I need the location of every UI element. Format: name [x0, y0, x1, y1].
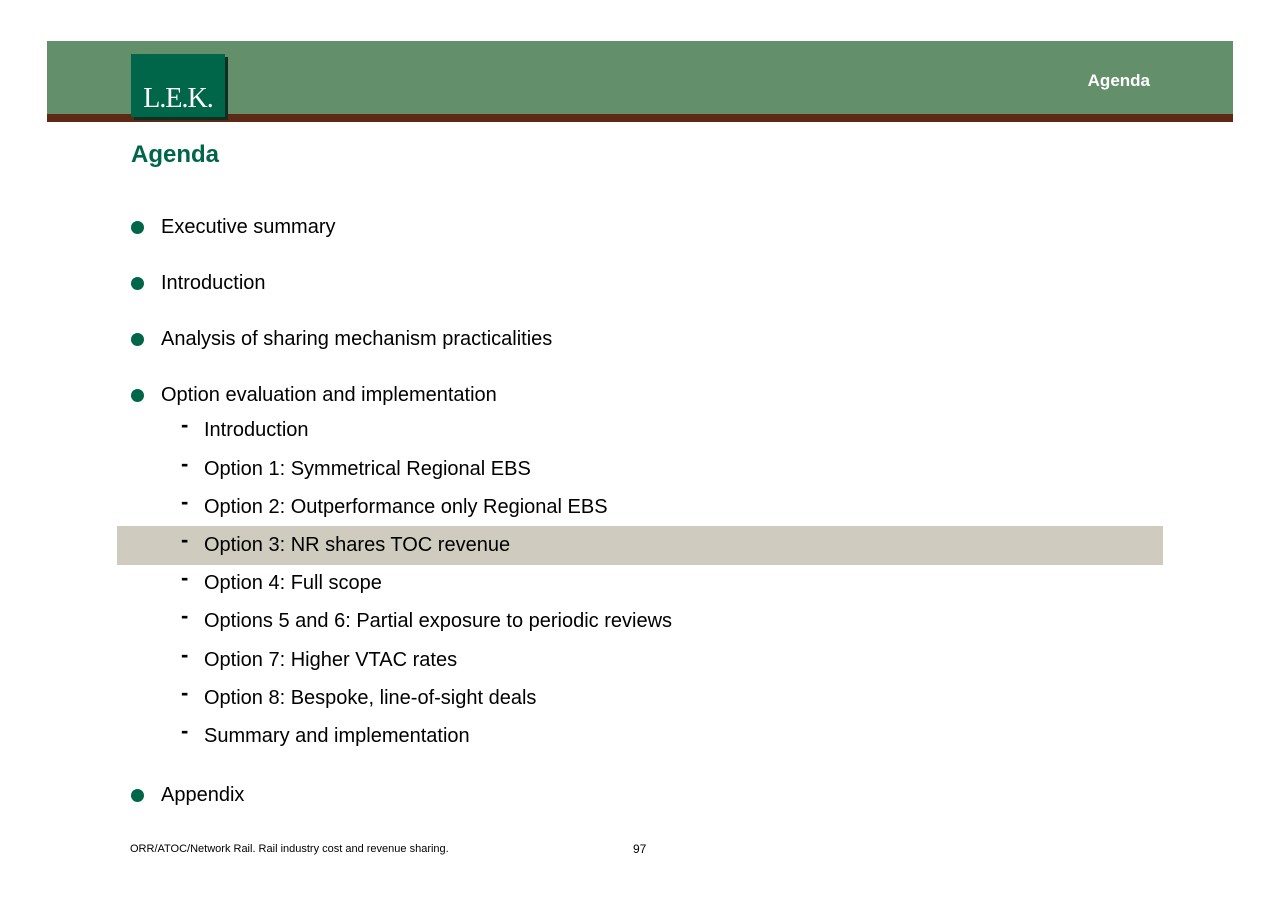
- header-section-label: Agenda: [1087, 71, 1150, 90]
- agenda-subitem-label: Option 1: Symmetrical Regional EBS: [204, 458, 531, 480]
- agenda-item-label: Analysis of sharing mechanism practicalities: [161, 328, 553, 350]
- dash-icon: -: [181, 451, 189, 476]
- footer-note: ORR/ATOC/Network Rail. Rail industry cost and revenue sharing.: [130, 843, 449, 855]
- agenda-item-label: Option evaluation and implementation: [161, 384, 497, 406]
- agenda-item-label: Executive summary: [161, 216, 336, 238]
- agenda-subitem-label: Introduction: [204, 419, 309, 441]
- agenda-subitem-label: Option 3: NR shares TOC revenue: [204, 534, 511, 556]
- dash-icon: -: [181, 412, 189, 437]
- logo-text: L.E.K.: [143, 83, 213, 114]
- page-title: Agenda: [131, 141, 220, 168]
- agenda-subitem-label: Option 4: Full scope: [204, 572, 382, 594]
- dash-icon: -: [181, 680, 189, 705]
- dash-icon: -: [181, 527, 189, 552]
- dash-icon: -: [181, 603, 189, 628]
- agenda-item-label: Introduction: [161, 272, 266, 294]
- agenda-subitem-label: Options 5 and 6: Partial exposure to periodic reviews: [204, 610, 673, 632]
- agenda-subitem-label: Summary and implementation: [204, 725, 470, 747]
- dash-icon: -: [181, 718, 189, 743]
- bullet-icon: [131, 333, 144, 346]
- bullet-icon: [131, 389, 144, 402]
- agenda-subitem-label: Option 8: Bespoke, line-of-sight deals: [204, 687, 537, 709]
- bullet-icon: [131, 789, 144, 802]
- agenda-item-label: Appendix: [161, 784, 245, 806]
- agenda-subitem-label: Option 2: Outperformance only Regional EBS: [204, 496, 608, 518]
- dash-icon: -: [181, 565, 189, 590]
- page-number: 97: [633, 842, 647, 856]
- dash-icon: -: [181, 642, 189, 667]
- bullet-icon: [131, 221, 144, 234]
- bullet-icon: [131, 277, 144, 290]
- agenda-subitem-label: Option 7: Higher VTAC rates: [204, 649, 458, 671]
- dash-icon: -: [181, 489, 189, 514]
